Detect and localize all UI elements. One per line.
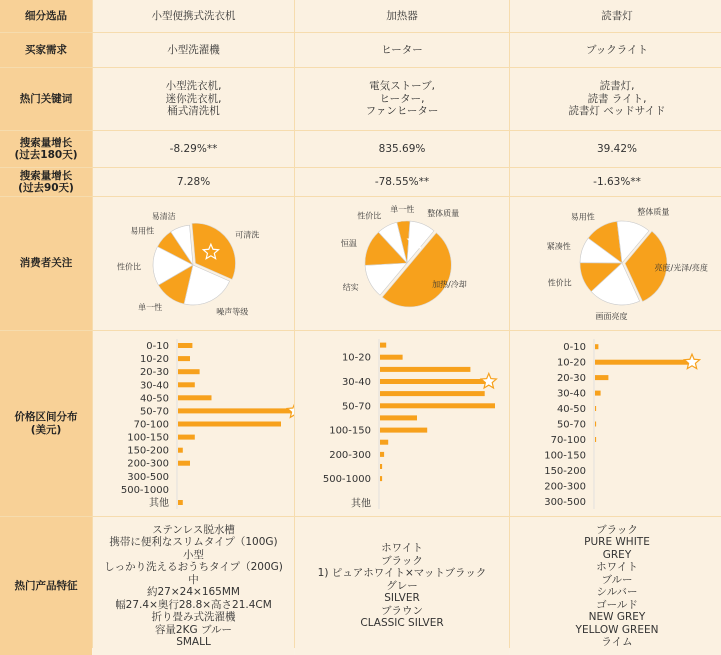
- bar: [178, 343, 192, 348]
- label-text: 消费者关注: [19, 257, 73, 270]
- feature-item: ホワイト: [596, 561, 638, 573]
- pie-slice-label: 性价比: [357, 211, 382, 221]
- row-label-concerns: [0, 197, 92, 330]
- pie-slice-label: 紧凑性: [546, 242, 571, 251]
- bar: [178, 395, 212, 400]
- bar-cell: [295, 331, 509, 516]
- bar: [380, 415, 417, 420]
- pie-cell: [295, 197, 509, 330]
- feature-item: 容量2KG ブルー: [154, 623, 233, 636]
- bar: [595, 422, 596, 427]
- pie-slice-label: 整体质量: [637, 207, 670, 217]
- keyword: 迷你洗衣机,: [165, 92, 222, 105]
- pie-slice-label: 易用性: [130, 226, 155, 236]
- bar-cell: [510, 331, 721, 516]
- bar-category-label: 150-200: [544, 465, 586, 477]
- bar-category-label: 10-20: [139, 354, 169, 366]
- bar: [595, 360, 690, 365]
- pie-slice-label: 整体质量: [427, 208, 460, 218]
- bar-category-label: 30-40: [139, 380, 169, 392]
- row-label-growth-180: [0, 131, 92, 167]
- label-text: 搜索量增长: [19, 169, 73, 182]
- pie-chart: [510, 197, 721, 330]
- bar: [178, 435, 195, 440]
- keywords-cell: [93, 68, 294, 130]
- growth-value: -78.55%**: [374, 175, 430, 188]
- feature-item: ブルー: [601, 573, 633, 586]
- feature-item: ライム: [601, 636, 633, 648]
- feature-item: SMALL: [176, 636, 211, 648]
- keyword: 電気ストーブ,: [369, 80, 435, 93]
- pie-slice-label: 单一性: [390, 205, 415, 215]
- pie-chart: [295, 197, 509, 330]
- label-text: 买家需求: [25, 43, 67, 56]
- label-text: 热门关键词: [19, 92, 73, 105]
- bar-category-label: 70-100: [133, 419, 169, 431]
- feature-item: ブラック: [381, 554, 423, 567]
- bar-category-label: 500-1000: [120, 484, 169, 496]
- feature-item: SILVER: [384, 592, 420, 605]
- bar: [178, 369, 200, 374]
- row-label-segment: [0, 0, 92, 32]
- feature-item: 中: [188, 573, 199, 586]
- feature-item: GREY: [602, 548, 632, 561]
- features-cell: [93, 517, 294, 655]
- segment-cell: [93, 0, 294, 32]
- feature-item: ブラウン: [381, 604, 423, 617]
- bar-category-label: 100-150: [544, 450, 586, 462]
- row-label-growth-90: [0, 168, 92, 196]
- bar: [380, 379, 487, 384]
- bar: [380, 464, 382, 469]
- bar-category-label: 20-30: [556, 373, 586, 385]
- bar-category-label: 150-200: [127, 445, 169, 457]
- growth-90-cell: [93, 168, 294, 196]
- feature-item: シルバー: [596, 586, 638, 598]
- feature-item: 1) ピュアホワイト×マットブラック: [317, 567, 487, 580]
- buyer-need-cell: [510, 33, 721, 67]
- feature-item: YELLOW GREEN: [575, 623, 659, 636]
- keyword: 桶式清洗机: [167, 105, 220, 118]
- segment-cell: [295, 0, 509, 32]
- bar: [595, 375, 608, 380]
- feature-item: PURE WHITE: [584, 536, 650, 548]
- bar-category-label: 40-50: [556, 404, 586, 415]
- bar-chart: [93, 331, 294, 516]
- star-icon: [684, 354, 699, 368]
- bar: [380, 476, 382, 481]
- bar: [178, 500, 183, 505]
- keyword: ヒーター,: [379, 92, 425, 105]
- keyword: 読書灯 ベッドサイド: [568, 105, 666, 118]
- growth-value: 7.28%: [176, 175, 211, 188]
- feature-item: ブラック: [596, 523, 638, 536]
- growth-value: 39.42%: [596, 142, 638, 155]
- bar: [380, 355, 403, 360]
- pie-slice-label: 易用性: [570, 212, 595, 222]
- keywords-cell: [510, 68, 721, 130]
- buyer-need-text: ヒーター: [381, 43, 423, 56]
- growth-value: -8.29%**: [169, 142, 218, 155]
- growth-value: -1.63%**: [593, 175, 641, 188]
- bar: [595, 391, 601, 396]
- bar: [178, 422, 281, 427]
- pie-slice-label: 性价比: [117, 262, 141, 272]
- bar-category-label: 50-70: [139, 406, 169, 418]
- growth-90-cell: [510, 168, 721, 196]
- bar-category-label: 0-10: [563, 342, 586, 354]
- features-cell: [510, 517, 721, 655]
- bar: [380, 428, 427, 433]
- bar: [178, 448, 183, 453]
- bar: [380, 452, 384, 457]
- growth-180-cell: [510, 131, 721, 167]
- pie-slice-label: 易清洁: [151, 212, 176, 221]
- bar-category-label: 10-20: [341, 352, 371, 364]
- bar-category-label: 0-10: [146, 341, 169, 352]
- bar-category-label: 300-500: [544, 496, 586, 508]
- pie-slice-label: 性价比: [547, 278, 572, 288]
- label-text: (美元): [30, 423, 62, 436]
- feature-item: ステンレス脱水槽: [152, 523, 235, 536]
- bar-category-label: 20-30: [139, 367, 169, 379]
- segment-text: 小型便携式洗衣机: [151, 9, 236, 22]
- label-text: 细分选品: [25, 9, 67, 22]
- bar: [595, 344, 598, 349]
- growth-value: 835.69%: [378, 142, 426, 155]
- row-label-buyer-need: [0, 33, 92, 67]
- pie-slice-label: 恒温: [340, 238, 357, 248]
- bar: [178, 382, 195, 387]
- pie-slice-label: 噪声等级: [216, 307, 249, 317]
- bar: [178, 461, 190, 466]
- pie-cell: [510, 197, 721, 330]
- bar-category-label: 50-70: [556, 419, 586, 431]
- bar: [380, 367, 470, 372]
- feature-item: 約27×24×165MM: [147, 586, 240, 598]
- keyword: 読書 ライト,: [587, 92, 647, 105]
- keywords-cell: [295, 68, 509, 130]
- pie-slice-label: 画面亮度: [595, 312, 628, 321]
- feature-item: グレー: [386, 579, 418, 592]
- growth-180-cell: [93, 131, 294, 167]
- bar-category-label: 30-40: [341, 377, 371, 388]
- bar-category-label: 其他: [351, 498, 371, 510]
- bar-category-label: 200-300: [544, 481, 586, 493]
- buyer-need-cell: [295, 33, 509, 67]
- label-text: 价格区间分布: [14, 411, 78, 423]
- pie-cell: [93, 197, 294, 330]
- bar-category-label: 100-150: [127, 432, 169, 444]
- bar-category-label: 50-70: [341, 401, 371, 413]
- feature-item: 小型: [183, 548, 204, 561]
- bar: [380, 403, 495, 408]
- buyer-need-text: 小型洗濯機: [167, 43, 220, 56]
- label-text: 热门产品特征: [14, 579, 78, 592]
- bar-category-label: 500-1000: [322, 474, 371, 486]
- growth-90-cell: [295, 168, 509, 196]
- bar: [380, 391, 485, 396]
- pie-slice-label: 可清洗: [235, 230, 260, 240]
- feature-item: ゴールド: [596, 598, 638, 611]
- label-text: (过去180天): [14, 149, 78, 161]
- bar-category-label: 200-300: [329, 449, 371, 461]
- bar-chart: [510, 331, 721, 516]
- feature-item: しっかり洗えるおうちタイプ（200G): [104, 561, 283, 573]
- bar-category-label: 200-300: [127, 458, 169, 470]
- segment-cell: [510, 0, 721, 32]
- star-icon: [481, 374, 496, 388]
- pie-slice-label: 加热/冷却: [432, 280, 467, 290]
- features-cell: [295, 517, 509, 655]
- buyer-need-text: ブックライト: [586, 43, 648, 56]
- growth-180-cell: [295, 131, 509, 167]
- bar-cell: [93, 331, 294, 516]
- bar: [595, 406, 596, 411]
- bar-category-label: 300-500: [127, 471, 169, 483]
- pie-slice-label: 亮度/光泽/亮度: [654, 263, 708, 273]
- row-label-price: [0, 331, 92, 516]
- bar-category-label: 40-50: [139, 393, 169, 405]
- keyword: 読書灯,: [599, 80, 635, 93]
- label-text: 搜索量增长: [19, 136, 73, 149]
- feature-item: 幅27.4×奥行28.8×高さ21.4CM: [115, 598, 272, 611]
- buyer-need-cell: [93, 33, 294, 67]
- pie-chart: [93, 197, 294, 330]
- keyword: 小型洗衣机,: [165, 80, 222, 93]
- bar: [595, 437, 596, 442]
- bar-category-label: 10-20: [556, 357, 586, 369]
- feature-item: NEW GREY: [588, 611, 646, 623]
- pie-slice-label: 单一性: [138, 302, 163, 312]
- bar-category-label: 30-40: [556, 388, 586, 400]
- bar-category-label: 70-100: [550, 435, 586, 446]
- row-label-keywords: [0, 68, 92, 130]
- bar-category-label: 其他: [149, 498, 169, 509]
- bar-chart: [295, 331, 509, 516]
- bar: [178, 356, 190, 361]
- segment-text: 読書灯: [601, 9, 633, 22]
- keyword: ファンヒーター: [365, 105, 439, 118]
- feature-item: 携帯に便利なスリムタイプ（100G): [109, 536, 278, 548]
- bar: [380, 440, 388, 445]
- row-label-features: [0, 517, 92, 655]
- pie-slice-label: 结实: [342, 283, 359, 293]
- feature-item: 折り畳み式洗濯機: [151, 611, 236, 623]
- feature-item: ホワイト: [381, 542, 423, 555]
- segment-text: 加热器: [386, 9, 418, 22]
- label-text: (过去90天): [18, 182, 74, 194]
- bar-category-label: 100-150: [329, 425, 371, 437]
- feature-item: CLASSIC SILVER: [360, 617, 444, 630]
- bar: [380, 343, 386, 348]
- bar: [178, 408, 293, 413]
